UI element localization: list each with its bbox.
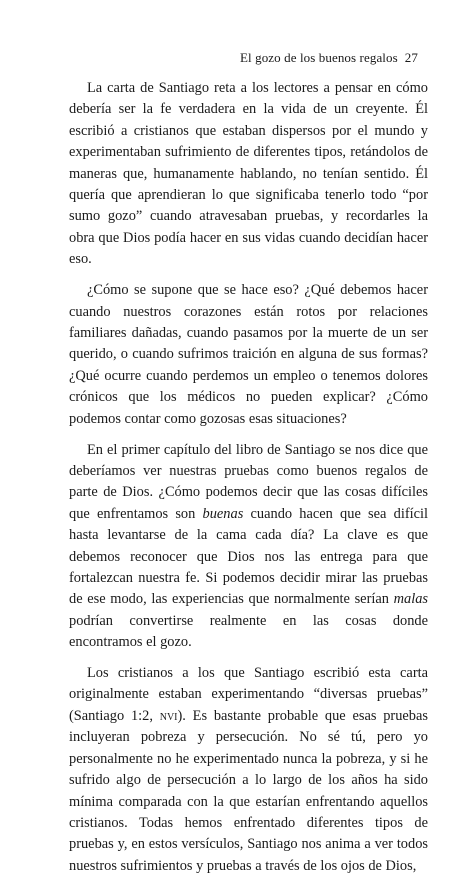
text-run: podrían convertirse realmente en las cosas donde encontramos el gozo.: [69, 612, 428, 651]
text-run: La carta de Santiago reta a los lectores a pensar en cómo debería ser la fe verdadera en la vida de un creyente. Él escribió a cristianos que estaban dispersos por el mundo y experimentaban sufrimiento de diferentes tipos, retándolos de maneras que, humanamente hablando, no tenían sentido. Él quería que aprendieran lo que significaba tenerlo todo “por sumo gozo” cuando atravesaban pruebas, y recordarles la obra que Dios podía hacer en sus vidas cuando decidían hacer eso.: [69, 80, 428, 268]
page-number: 27: [404, 50, 418, 65]
paragraph-2: [69, 280, 428, 430]
emphasis-text: malas: [393, 591, 428, 608]
text-run: ). Es bastante probable que esas pruebas incluyeran pobreza y persecución. No sé tú, pero yo personalmente no he experimentado nunca la pobreza, y si he sufrido algo de persecución a lo largo de los años ha sido mínima comparada con la que estarían enfrentando aquellos cristianos. Todas hemos enfrentado diferentes tipos de pruebas y, en estos versículos, Santiago nos anima a ver todos nuestros sufrimientos y pruebas a través de los ojos de Dios,: [69, 707, 428, 874]
emphasis-text: buenas: [202, 505, 244, 522]
text-run: Los cristianos a los que Santiago escribió esta carta originalmente estaban experimentando “diversas pruebas” (Santiago 1:2,: [69, 665, 428, 724]
text-run: En el primer capítulo del libro de Santiago se nos dice que deberíamos ver nuestras pruebas como buenos regalos de parte de Dios. ¿Cómo podemos decir que las cosas difíciles que enfrentamos son: [69, 441, 428, 522]
running-head: [240, 50, 418, 66]
running-head-title: El gozo de los buenos regalos: [240, 50, 398, 65]
body-text: [69, 78, 428, 877]
text-run: cuando hacen que sea difícil hasta levantarse de la cama cada día? La clave es que debemos reconocer que Dios nos las entrega para que fortalezcan nuestra fe. Si podemos decidir mirar las pruebas de ese modo, las experiencias que normalmente serían: [69, 505, 428, 608]
text-run: ¿Cómo se supone que se hace eso? ¿Qué debemos hacer cuando nuestros corazones están rotos por relaciones familiares dañadas, cuando pasamos por la muerte de un ser querido, o cuando sufrimos traición en alguna de sus formas? ¿Qué ocurre cuando perdemos un empleo o tenemos dolores crónicos que los médicos no pueden explicar? ¿Cómo podemos contar como gozosas esas situaciones?: [69, 282, 428, 427]
paragraph-3: [69, 440, 428, 654]
paragraph-4: [69, 663, 428, 877]
paragraph-1: [69, 78, 428, 271]
bible-version-abbrev: nvi: [159, 707, 178, 724]
